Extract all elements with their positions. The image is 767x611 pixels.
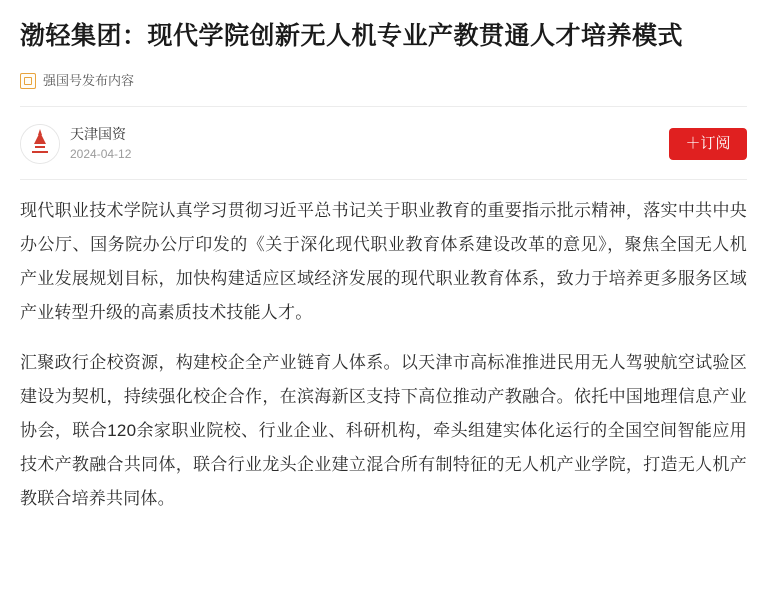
subscribe-button[interactable]: ＋订阅 bbox=[669, 128, 747, 160]
source-tag bbox=[20, 70, 747, 92]
article-paragraph: 现代职业技术学院认真学习贯彻习近平总书记关于职业教育的重要指示批示精神，落实中共中央办公厅、国务院办公厅印发的《关于深化现代职业教育体系建设改革的意见》，聚焦全国无人机产业发展规划目标，加快构建适应区域经济发展的现代职业教育体系，致力于培养更多服务区域产业转型升级的高素质技术技能人才。 bbox=[20, 201, 747, 322]
avatar[interactable] bbox=[20, 124, 60, 164]
publish-date: 2024-04-12 bbox=[70, 147, 132, 161]
header-divider bbox=[20, 106, 747, 107]
source-tag-label: 强国号发布内容 bbox=[43, 73, 135, 88]
bookmark-square-icon bbox=[20, 73, 36, 89]
byline bbox=[20, 113, 747, 175]
author-name[interactable]: 天津国资 bbox=[70, 126, 126, 142]
page-title: 渤轻集团：现代学院创新无人机专业产教贯通人才培养模式 bbox=[20, 22, 684, 50]
article-body bbox=[20, 180, 747, 516]
article-paragraph: 汇聚政行企校资源，构建校企全产业链育人体系。以天津市高标准推进民用无人驾驶航空试验区建设为契机，持续强化校企合作，在滨海新区支持下高位推动产教融合。依托中国地理信息产业协会，联合120余家职业院校、行业企业、科研机构，牵头组建实体化运行的全国空间智能应用技术产教融合共同体，联合行业龙头企业建立混合所有制特征的无人机产业学院，打造无人机产教联合培养共同体。 bbox=[20, 353, 747, 508]
byline-text bbox=[70, 125, 131, 163]
organization-avatar-icon bbox=[21, 125, 59, 163]
